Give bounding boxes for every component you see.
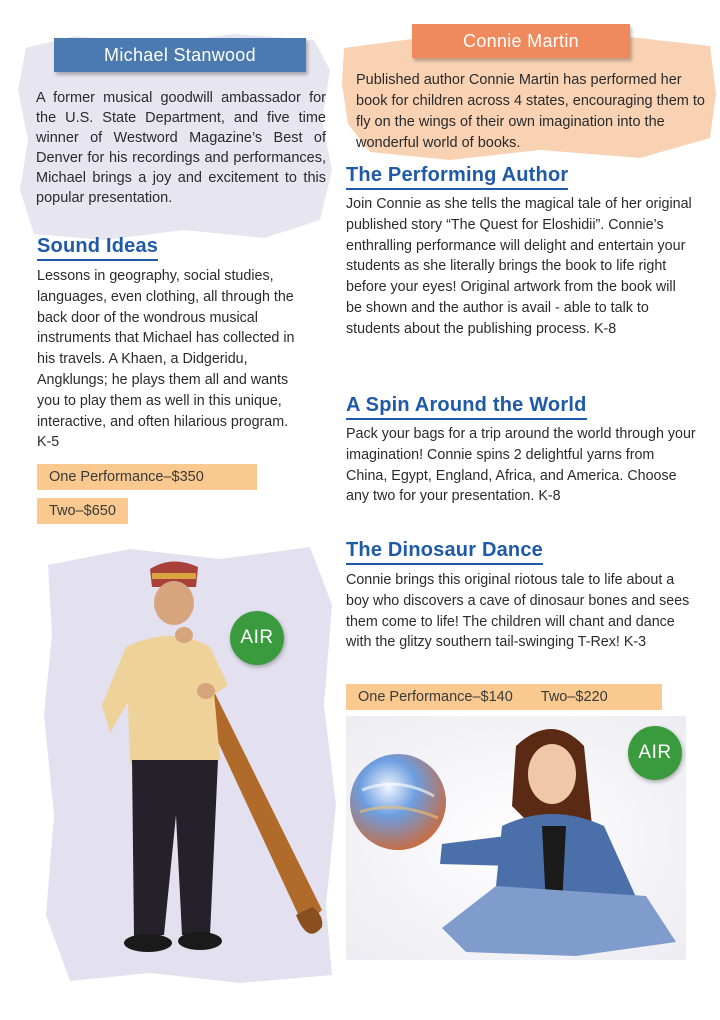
dinosaur-dance-title: The Dinosaur Dance <box>346 538 543 565</box>
michael-air-badge: AIR <box>230 611 284 665</box>
spin-around-world-title: A Spin Around the World <box>346 393 587 420</box>
dinosaur-dance-description: Connie brings this original riotous tale to life about a boy who discovers a cave of dinosaur bones and sees them come to life! The children will chant and dance with the glitzy southern tail-swinging T-Rex! K-3 <box>346 572 690 651</box>
performing-author-title: The Performing Author <box>346 163 568 190</box>
connie-one-performance-price: One Performance–$140 <box>358 689 513 705</box>
connie-prices-bar <box>346 684 662 710</box>
performing-author-description: Join Connie as she tells the magical tale of her original published story “The Quest for Eloshidii”. Connie’s enthralling performance will delight and entertain your students as she literally brings the book to life right before your eyes! Original artwork from the book will be shown and the author is avail - able to talk to students about the publishing process. K-8 <box>346 196 692 337</box>
sound-ideas-description: Lessons in geography, social studies, languages, even clothing, all through the back door of the wondrous musical instruments that Michael has collected in his travels. A Khaen, a Didgeridu, Angklungs; he plays them all and wants you to play them as well in this unique, interactive, and often hilarious program. K-5 <box>37 268 295 451</box>
michael-two-performances-price: Two–$650 <box>37 498 128 524</box>
connie-air-badge: AIR <box>628 726 682 780</box>
michael-stanwood-photo <box>60 555 330 965</box>
connie-two-performances-price: Two–$220 <box>540 689 608 705</box>
michael-stanwood-name-banner: Michael Stanwood <box>54 38 306 72</box>
spin-around-world-description: Pack your bags for a trip around the world through your imagination! Connie spins 2 delightful yarns from China, Egypt, England, Africa, and America. Choose any two for your presentation. K-8 <box>346 426 696 505</box>
michael-one-performance-price: One Performance–$350 <box>37 464 257 490</box>
michael-stanwood-bio: A former musical goodwill ambassador for the U.S. State Department, and five time winner of Westword Magazine’s Best of Denver for his recordings and performances, Michael brings a joy and excitement to this popular presentation. <box>36 90 326 206</box>
sound-ideas-title: Sound Ideas <box>37 234 158 261</box>
connie-martin-bio: Published author Connie Martin has performed her book for children across 4 states, encouraging them to fly on the wings of their own imagination into the wonderful world of books. <box>356 72 705 151</box>
connie-martin-name-banner: Connie Martin <box>412 24 630 58</box>
